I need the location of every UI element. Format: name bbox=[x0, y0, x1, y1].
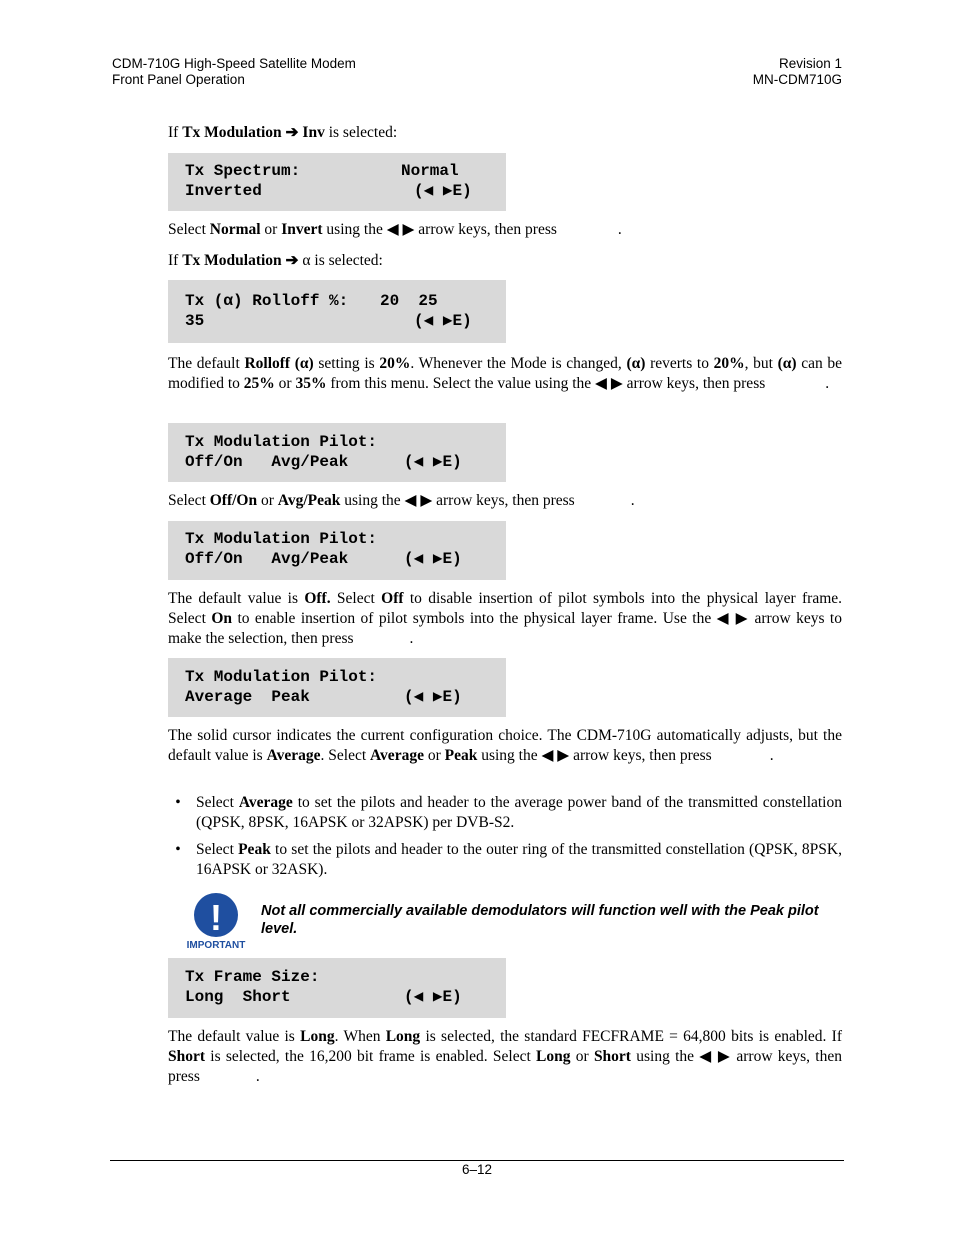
text: The solid cursor indicates the current configuration choice. The CDM-710G automatically adjusts, but the default value is bbox=[168, 727, 842, 764]
text: is selected: bbox=[310, 252, 383, 269]
text: or bbox=[570, 1048, 594, 1065]
text: . Select bbox=[320, 747, 371, 764]
lcd-text: (◀ ▶E) bbox=[404, 688, 462, 706]
text: is selected, the standard FECFRAME = 64,800 bits is enabled. If bbox=[420, 1028, 842, 1045]
text: can be modified to bbox=[168, 355, 843, 392]
lcd-line-1 bbox=[168, 529, 506, 549]
text: Long bbox=[385, 1028, 421, 1045]
text: to set the pilots and header to the average power band of the transmitted constellation (QPSK, 8PSK, 16APSK or 32APSK) per DVB-S2. bbox=[196, 794, 842, 831]
text: Avg/Peak bbox=[277, 492, 341, 509]
text: is selected, the 16,200 bit frame is enabled. Select bbox=[205, 1048, 537, 1065]
lcd-tx-spectrum bbox=[168, 153, 506, 211]
text: is selected: bbox=[324, 124, 398, 141]
lcd-tx-pilot-3 bbox=[168, 658, 506, 717]
lcd-line-1 bbox=[168, 667, 506, 687]
sec5-desc bbox=[168, 726, 842, 766]
exclamation-icon: ! bbox=[210, 897, 222, 938]
text: The default value is bbox=[168, 590, 305, 607]
text: , but bbox=[744, 355, 778, 372]
lcd-line-2 bbox=[168, 452, 506, 472]
text: Peak bbox=[444, 747, 478, 764]
text: using the ◀ ▶ arrow keys, then press bbox=[322, 221, 557, 238]
text: (α) bbox=[777, 355, 797, 372]
text: The default value is bbox=[168, 1028, 301, 1045]
lcd-line-1 bbox=[168, 291, 506, 311]
text: Peak bbox=[238, 841, 271, 858]
text: . Whenever the Mode is changed, bbox=[410, 355, 627, 372]
bullet-peak bbox=[175, 840, 842, 880]
text: Off bbox=[381, 590, 404, 607]
text: If bbox=[168, 124, 183, 141]
lcd-tx-pilot-1 bbox=[168, 423, 506, 482]
menu-path: Tx Modulation ➔ Inv bbox=[182, 124, 325, 141]
important-label: IMPORTANT bbox=[186, 940, 246, 951]
lcd-line-2 bbox=[168, 987, 506, 1007]
lcd-tx-frame-size bbox=[168, 958, 506, 1018]
text: or bbox=[257, 492, 278, 509]
text: Rolloff (α) bbox=[244, 355, 314, 372]
footer-rule bbox=[110, 1160, 844, 1161]
doc-title: CDM-710G High-Speed Satellite Modem bbox=[112, 56, 356, 71]
lcd-text: Off/On Avg/Peak bbox=[185, 550, 349, 568]
text: 20% bbox=[379, 355, 411, 372]
text: to disable insertion of pilot symbols into the physical layer frame. Select bbox=[168, 590, 843, 627]
lcd-line-2 bbox=[168, 311, 506, 331]
text: Select bbox=[168, 221, 210, 238]
bullet-average bbox=[175, 793, 842, 833]
doc-section: Front Panel Operation bbox=[112, 72, 245, 87]
lcd-text: Long Short bbox=[185, 988, 291, 1006]
lcd-line-1 bbox=[168, 432, 506, 452]
lcd-text: Inverted bbox=[185, 182, 262, 200]
sec2-intro bbox=[168, 251, 842, 271]
text: 25% bbox=[243, 375, 275, 392]
header-left bbox=[112, 56, 356, 88]
text: Select bbox=[196, 841, 239, 858]
text: Average bbox=[266, 747, 321, 764]
text: Short bbox=[593, 1048, 631, 1065]
text: Select bbox=[196, 794, 239, 811]
text: Normal bbox=[209, 221, 261, 238]
bullet-icon: • bbox=[175, 841, 181, 858]
header-right bbox=[753, 56, 842, 88]
lcd-text: Tx (α) Rolloff %: bbox=[185, 292, 349, 310]
lcd-text: Tx Modulation Pilot: bbox=[185, 530, 378, 548]
important-icon bbox=[184, 892, 248, 952]
text: Average bbox=[238, 794, 293, 811]
sec3-desc bbox=[168, 491, 842, 511]
lcd-line-2 bbox=[168, 181, 506, 201]
text: from this menu. Select the value using the ◀ ▶ arrow keys, then press bbox=[326, 375, 766, 392]
doc-number: MN-CDM710G bbox=[752, 72, 842, 87]
text: Long bbox=[536, 1048, 571, 1065]
text: . When bbox=[334, 1028, 386, 1045]
lcd-text: Off/On Avg/Peak bbox=[185, 453, 349, 471]
lcd-line-1 bbox=[168, 161, 506, 181]
text: On bbox=[211, 610, 232, 627]
text: using the ◀ ▶ arrow keys, then press bbox=[340, 492, 575, 509]
text: If bbox=[168, 252, 183, 269]
lcd-tx-rolloff bbox=[168, 280, 506, 343]
lcd-tx-pilot-2 bbox=[168, 521, 506, 580]
text: using the ◀ ▶ arrow keys, then press bbox=[477, 747, 712, 764]
text: Average bbox=[370, 747, 424, 764]
text: using the ◀ ▶ arrow keys, then press bbox=[168, 1048, 842, 1085]
menu-path: Tx Modulation ➔ bbox=[182, 252, 303, 269]
text: or bbox=[423, 747, 445, 764]
sec1-intro bbox=[168, 123, 842, 143]
text: . bbox=[617, 221, 622, 238]
lcd-text: Tx Spectrum: bbox=[185, 162, 301, 180]
text: Off/On bbox=[209, 492, 258, 509]
text: . bbox=[630, 492, 635, 509]
text: 20% bbox=[713, 355, 745, 372]
revision: Revision 1 bbox=[778, 56, 842, 71]
sec6-desc bbox=[168, 1027, 842, 1087]
text: or bbox=[260, 221, 282, 238]
text: Invert bbox=[281, 221, 323, 238]
text: . bbox=[255, 1068, 260, 1085]
text: . bbox=[825, 375, 830, 392]
lcd-text: 35 bbox=[185, 312, 205, 330]
text: Select bbox=[168, 492, 210, 509]
lcd-text: Tx Modulation Pilot: bbox=[185, 668, 378, 686]
lcd-line-2 bbox=[168, 687, 506, 707]
important-note: Not all commercially available demodulators will function well with the Peak pilot level. bbox=[261, 903, 819, 937]
text: to set the pilots and header to the outer ring of the transmitted constellation (QPSK, 8PSK, 16APSK or 32ASK). bbox=[196, 841, 842, 878]
lcd-text: Tx Frame Size: bbox=[185, 968, 320, 986]
lcd-line-2 bbox=[168, 549, 506, 569]
text: to enable insertion of pilot symbols into the physical layer frame. Use the ◀ ▶ arrow keys to make the selection, then press bbox=[168, 610, 842, 647]
sec2-desc bbox=[168, 354, 842, 394]
text: or bbox=[274, 375, 296, 392]
lcd-text: (◀ ▶E) bbox=[404, 550, 462, 568]
lcd-text: Tx Modulation Pilot: bbox=[185, 433, 378, 451]
text: setting is bbox=[313, 355, 380, 372]
text: Short bbox=[168, 1048, 206, 1065]
text: The default bbox=[168, 355, 245, 372]
text: Off. bbox=[304, 590, 331, 607]
alpha-symbol: α bbox=[302, 252, 311, 269]
lcd-text: (◀ ▶E) bbox=[414, 182, 472, 200]
text: reverts to bbox=[645, 355, 714, 372]
sec1-desc bbox=[168, 220, 842, 240]
text: Select bbox=[330, 590, 382, 607]
lcd-text: (◀ ▶E) bbox=[404, 988, 462, 1006]
lcd-text: (◀ ▶E) bbox=[404, 453, 462, 471]
bullet-icon: • bbox=[175, 794, 181, 811]
text: 35% bbox=[295, 375, 327, 392]
page-number: 6–12 bbox=[461, 1162, 493, 1177]
text: . bbox=[769, 747, 774, 764]
lcd-text: (◀ ▶E) bbox=[414, 312, 472, 330]
text: (α) bbox=[626, 355, 646, 372]
lcd-text: Average Peak bbox=[185, 688, 310, 706]
lcd-line-1 bbox=[168, 967, 506, 987]
text: . bbox=[409, 630, 414, 647]
sec4-desc bbox=[168, 589, 842, 649]
text: Long bbox=[300, 1028, 335, 1045]
lcd-text: Normal bbox=[401, 162, 459, 180]
lcd-text: 20 25 bbox=[380, 292, 438, 310]
